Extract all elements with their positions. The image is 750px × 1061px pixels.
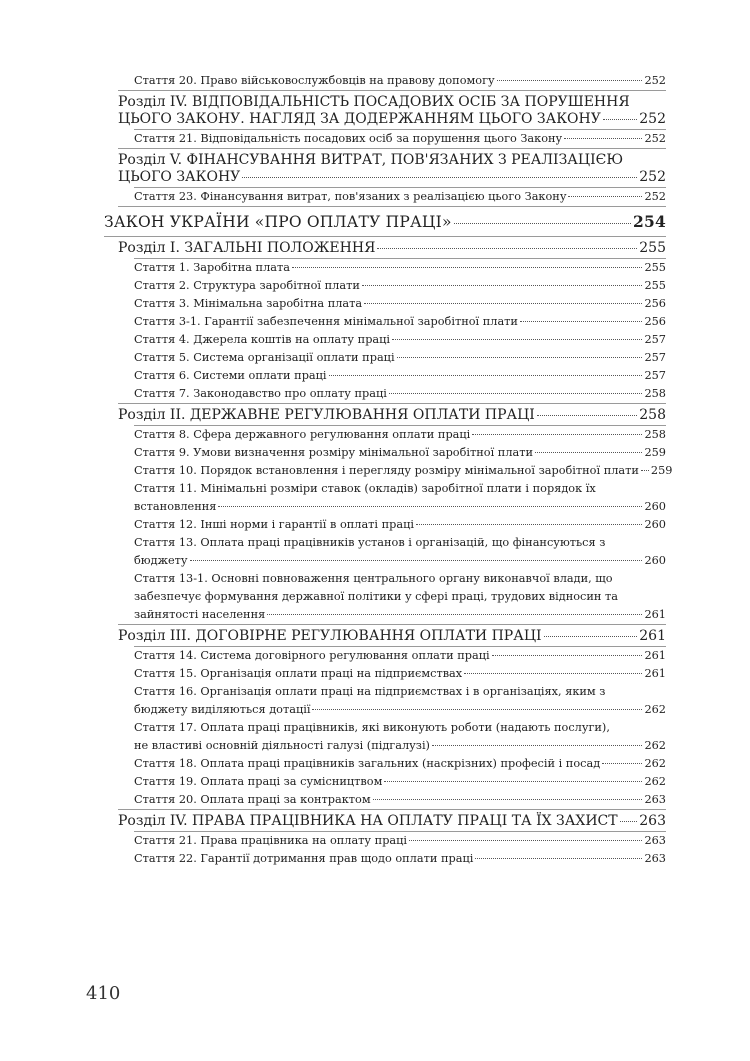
toc-entry-title: Стаття 20. Оплата праці за контрактом	[134, 793, 371, 806]
toc-entry-title: Стаття 14. Система договірного регулювання оплати праці	[134, 649, 490, 662]
toc-page-number: 261	[644, 608, 666, 621]
toc-entry-title: бюджету виділяються дотації	[134, 703, 311, 716]
dot-leader	[389, 393, 643, 394]
dot-leader	[292, 267, 642, 268]
toc-entry-article[interactable]	[134, 277, 666, 295]
dot-leader	[267, 614, 642, 615]
toc-page-number: 252	[644, 190, 666, 203]
toc-entry-article[interactable]	[134, 385, 666, 403]
toc-entry-title: Стаття 23. Фінансування витрат, пов'язаних з реалізацією цього Закону	[134, 190, 567, 203]
toc-entry-article[interactable]	[134, 516, 666, 534]
dot-leader	[497, 80, 643, 81]
dot-leader	[603, 119, 637, 120]
dot-leader	[392, 339, 642, 340]
dot-leader	[564, 138, 642, 139]
toc-entry-article[interactable]	[134, 773, 666, 791]
toc-entry-title: Стаття 18. Оплата праці працівників загальних (наскрізних) професій і посад	[134, 757, 601, 770]
toc-entry-section[interactable]	[118, 91, 666, 129]
toc-entry-article[interactable]	[134, 850, 666, 868]
toc-entry-section[interactable]	[118, 625, 666, 646]
toc-entry-title: Стаття 15. Організація оплати праці на підприємствах	[134, 667, 463, 680]
toc-entry-section[interactable]	[118, 404, 666, 425]
dot-leader	[537, 415, 637, 416]
dot-leader	[454, 223, 631, 224]
toc-entry-article[interactable]	[134, 665, 666, 683]
toc-entry-title: Стаття 10. Порядок встановлення і перегляду розміру мінімальної заробітної плати	[134, 464, 639, 477]
toc-page-number: 260	[644, 554, 666, 567]
dot-leader	[364, 303, 642, 304]
toc-entry-title: Стаття 2. Структура заробітної плати	[134, 279, 360, 292]
toc-page-number: 254	[633, 212, 666, 231]
dot-leader	[641, 470, 649, 471]
toc-entry-title: Стаття 3-1. Гарантії забезпечення мінімальної заробітної плати	[134, 315, 518, 328]
toc-entry-title: Розділ III. ДОГОВІРНЕ РЕГУЛЮВАННЯ ОПЛАТИ ПРАЦІ	[118, 628, 542, 644]
page-number: 410	[86, 983, 121, 1004]
toc-page-number: 256	[644, 297, 666, 310]
toc-entry-article[interactable]	[134, 331, 666, 349]
toc-page-number: 252	[639, 169, 666, 185]
toc-entry-title: Розділ I. ЗАГАЛЬНІ ПОЛОЖЕННЯ	[118, 240, 376, 256]
toc-page-number: 263	[644, 834, 666, 847]
dot-leader	[602, 763, 642, 764]
toc-entry-line: Розділ IV. ВІДПОВІДАЛЬНІСТЬ ПОСАДОВИХ ОСІБ ЗА ПОРУШЕННЯ	[118, 94, 630, 110]
toc-entry-article[interactable]	[134, 832, 666, 850]
toc-entry-title: бюджету	[134, 554, 188, 567]
toc-page-number: 258	[644, 428, 666, 441]
toc-entry-title: зайнятості населення	[134, 608, 266, 621]
toc-entry-article[interactable]	[134, 313, 666, 331]
toc-entry-line: Стаття 13-1. Основні повноваження центрального органу виконавчої влади, що	[134, 572, 613, 585]
toc-entry-article[interactable]	[134, 426, 666, 444]
toc-entry-section[interactable]	[118, 810, 666, 831]
dot-leader	[312, 709, 642, 710]
dot-leader	[242, 177, 637, 178]
dot-leader	[432, 745, 642, 746]
toc-entry-title: Розділ II. ДЕРЖАВНЕ РЕГУЛЮВАННЯ ОПЛАТИ ПРАЦІ	[118, 407, 535, 423]
toc-entry-article[interactable]	[134, 295, 666, 313]
dot-leader	[464, 673, 642, 674]
toc-entry-title: Стаття 5. Система організації оплати праці	[134, 351, 395, 364]
toc-entry-article[interactable]	[134, 791, 666, 809]
toc-entry-title: Стаття 19. Оплата праці за сумісництвом	[134, 775, 383, 788]
toc-page-number: 260	[644, 518, 666, 531]
toc-page-number: 262	[644, 739, 666, 752]
toc-entry-title: Стаття 6. Системи оплати праці	[134, 369, 327, 382]
toc-page-number: 252	[644, 132, 666, 145]
toc-entry-law[interactable]	[104, 207, 666, 236]
dot-leader	[620, 821, 638, 822]
toc-entry-article[interactable]	[134, 462, 673, 480]
toc-page-number: 263	[644, 793, 666, 806]
toc-entry-article[interactable]	[134, 683, 666, 719]
dot-leader	[190, 560, 643, 561]
toc-entry-title: ЦЬОГО ЗАКОНУ	[118, 169, 241, 185]
toc-entry-article[interactable]	[134, 444, 666, 462]
toc-entry-line: Стаття 17. Оплата праці працівників, які виконують роботи (надають послуги),	[134, 721, 610, 734]
dot-leader	[377, 248, 637, 249]
toc-page-number: 261	[639, 628, 666, 644]
dot-leader	[416, 524, 642, 525]
toc-entry-line: Стаття 16. Організація оплати праці на підприємствах і в організаціях, яким з	[134, 685, 606, 698]
toc-entry-article[interactable]	[134, 367, 666, 385]
toc-entry-title: ЦЬОГО ЗАКОНУ. НАГЛЯД ЗА ДОДЕРЖАННЯМ ЦЬОГО ЗАКОНУ	[118, 111, 601, 127]
dot-leader	[475, 858, 642, 859]
toc-page-number: 257	[644, 369, 666, 382]
toc-page-number: 261	[644, 649, 666, 662]
toc-entry-title: встановлення	[134, 500, 217, 513]
toc-entry-title: Стаття 7. Законодавство про оплату праці	[134, 387, 387, 400]
toc-page-number: 255	[644, 261, 666, 274]
toc-entry-article[interactable]	[134, 130, 666, 148]
dot-leader	[544, 636, 638, 637]
toc-entry-title: Стаття 1. Заробітна плата	[134, 261, 290, 274]
toc-page-number: 256	[644, 315, 666, 328]
toc-entry-article[interactable]	[134, 755, 666, 773]
toc-entry-article[interactable]	[134, 188, 666, 206]
toc-page-number: 257	[644, 333, 666, 346]
toc-page-number: 263	[644, 852, 666, 865]
toc-entry-line: Розділ V. ФІНАНСУВАННЯ ВИТРАТ, ПОВ'ЯЗАНИХ З РЕАЛІЗАЦІЄЮ	[118, 152, 624, 168]
toc-entry-title: не властиві основній діяльності галузі (підгалузі)	[134, 739, 430, 752]
toc-page-number: 259	[644, 446, 666, 459]
toc-entry-title: Стаття 21. Відповідальність посадових осіб за порушення цього Закону	[134, 132, 563, 145]
toc-entry-title: Стаття 21. Права працівника на оплату праці	[134, 834, 408, 847]
toc-entry-title: Стаття 8. Сфера державного регулювання оплати праці	[134, 428, 471, 441]
dot-leader	[492, 655, 643, 656]
dot-leader	[362, 285, 643, 286]
dot-leader	[373, 799, 643, 800]
toc-entry-title: Стаття 9. Умови визначення розміру мінімальної заробітної плати	[134, 446, 534, 459]
dot-leader	[329, 375, 643, 376]
dot-leader	[520, 321, 642, 322]
toc-entry-article[interactable]	[134, 349, 666, 367]
toc-page-number: 261	[644, 667, 666, 680]
dot-leader	[568, 196, 642, 197]
toc-entry-article[interactable]	[134, 647, 666, 665]
toc-entry-article[interactable]	[134, 72, 666, 90]
toc-page-number: 252	[639, 111, 666, 127]
toc-page-number: 255	[639, 240, 666, 256]
toc-page-number: 259	[650, 464, 673, 477]
toc-page-number: 262	[644, 775, 666, 788]
dot-leader	[409, 840, 642, 841]
toc-entry-line: Стаття 13. Оплата праці працівників установ і організацій, що фінансуються з	[134, 536, 606, 549]
toc-page-number: 262	[644, 757, 666, 770]
dot-leader	[218, 506, 642, 507]
toc-page-number: 263	[639, 813, 666, 829]
dot-leader	[535, 452, 642, 453]
toc-entry-section[interactable]	[118, 237, 666, 258]
toc-entry-line: забезпечує формування державної політики у сфері праці, трудових відносин та	[134, 590, 618, 603]
toc-entry-title: Стаття 20. Право військовослужбовців на правову допомогу	[134, 74, 495, 87]
toc-page-number: 257	[644, 351, 666, 364]
toc-page-number: 260	[644, 500, 666, 513]
toc-entry-article[interactable]	[134, 570, 666, 624]
toc-page-number: 258	[639, 407, 666, 423]
toc-page-number: 262	[644, 703, 666, 716]
dot-leader	[384, 781, 642, 782]
toc-entry-section[interactable]	[118, 149, 666, 187]
table-of-contents	[104, 72, 673, 868]
toc-entry-title: Стаття 22. Гарантії дотримання прав щодо оплати праці	[134, 852, 474, 865]
toc-entry-article[interactable]	[134, 259, 666, 277]
toc-page-number: 258	[644, 387, 666, 400]
toc-page-number: 252	[644, 74, 666, 87]
toc-entry-title: Стаття 4. Джерела коштів на оплату праці	[134, 333, 391, 346]
toc-entry-article[interactable]	[134, 534, 666, 570]
dot-leader	[397, 357, 643, 358]
toc-entry-title: Стаття 3. Мінімальна заробітна плата	[134, 297, 363, 310]
toc-entry-title: ЗАКОН УКРАЇНИ «ПРО ОПЛАТУ ПРАЦІ»	[104, 213, 452, 231]
toc-page-number: 255	[644, 279, 666, 292]
toc-entry-title: Розділ IV. ПРАВА ПРАЦІВНИКА НА ОПЛАТУ ПРАЦІ ТА ЇХ ЗАХИСТ	[118, 813, 618, 829]
toc-entry-line: Стаття 11. Мінімальні розміри ставок (окладів) заробітної плати і порядок їх	[134, 482, 596, 495]
dot-leader	[472, 434, 642, 435]
toc-entry-article[interactable]	[134, 480, 666, 516]
toc-entry-article[interactable]	[134, 719, 666, 755]
toc-entry-title: Стаття 12. Інші норми і гарантії в оплаті праці	[134, 518, 415, 531]
